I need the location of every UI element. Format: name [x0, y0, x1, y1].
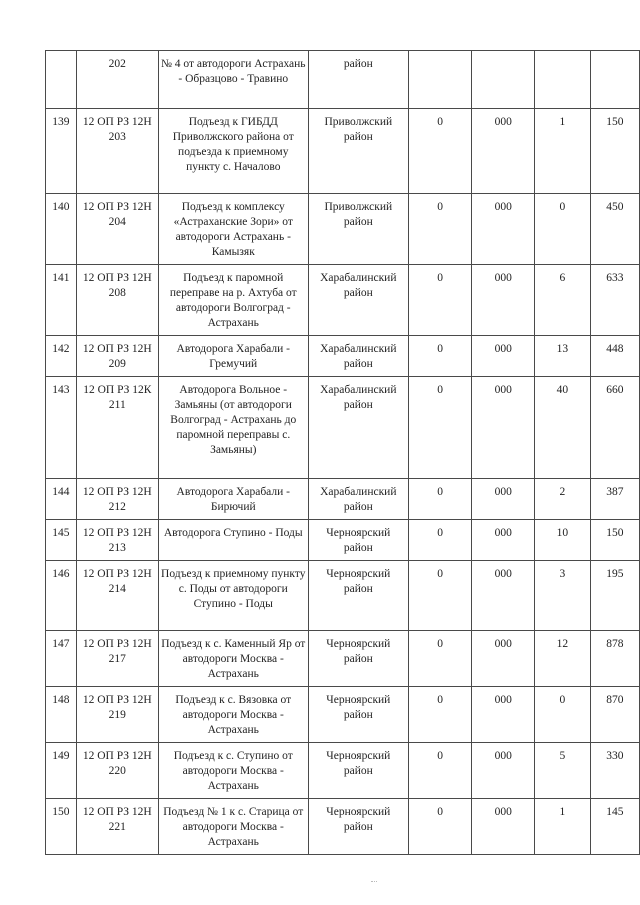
cell-road-name: № 4 от автодороги Астрахань - Образцово - Травино — [158, 51, 308, 109]
cell-value-c: 6 — [535, 265, 591, 336]
cell-number — [46, 51, 77, 109]
cell-value-c: 13 — [535, 336, 591, 377]
cell-value-c: 40 — [535, 377, 591, 479]
cell-number: 146 — [46, 561, 77, 631]
cell-value-c — [535, 51, 591, 109]
table-row — [46, 687, 640, 743]
cell-road-code: 12 ОП РЗ 12К 211 — [76, 377, 158, 479]
cell-value-a: 0 — [409, 520, 472, 561]
roads-table-body — [46, 51, 640, 855]
cell-road-code: 12 ОП РЗ 12Н 217 — [76, 631, 158, 687]
cell-road-name: Автодорога Харабали - Бирючий — [158, 479, 308, 520]
cell-district: Черноярский район — [308, 520, 408, 561]
cell-district: район — [308, 51, 408, 109]
cell-value-b: 000 — [472, 265, 535, 336]
cell-value-d: 660 — [590, 377, 639, 479]
cell-number: 139 — [46, 109, 77, 194]
cell-value-a: 0 — [409, 265, 472, 336]
cell-value-c: 1 — [535, 109, 591, 194]
cell-value-a: 0 — [409, 336, 472, 377]
cell-number: 141 — [46, 265, 77, 336]
cell-road-code: 12 ОП РЗ 12Н 219 — [76, 687, 158, 743]
cell-value-a: 0 — [409, 479, 472, 520]
cell-value-b: 000 — [472, 799, 535, 855]
table-row — [46, 520, 640, 561]
cell-value-c: 1 — [535, 799, 591, 855]
cell-value-c: 12 — [535, 631, 591, 687]
cell-value-a: 0 — [409, 109, 472, 194]
cell-road-code: 202 — [76, 51, 158, 109]
cell-number: 149 — [46, 743, 77, 799]
cell-value-a: 0 — [409, 687, 472, 743]
cell-value-b: 000 — [472, 109, 535, 194]
cell-value-b: 000 — [472, 520, 535, 561]
table-row — [46, 799, 640, 855]
cell-value-b — [472, 51, 535, 109]
table-row — [46, 109, 640, 194]
cell-value-b: 000 — [472, 743, 535, 799]
cell-number: 148 — [46, 687, 77, 743]
cell-value-a: 0 — [409, 561, 472, 631]
cell-road-name: Автодорога Вольное - Замьяны (от автодороги Волгоград - Астрахань до паромной переправы с. Замьяны) — [158, 377, 308, 479]
table-row — [46, 194, 640, 265]
table-row — [46, 561, 640, 631]
cell-road-code: 12 ОП РЗ 12Н 203 — [76, 109, 158, 194]
cell-value-d — [590, 51, 639, 109]
table-row — [46, 336, 640, 377]
cell-value-b: 000 — [472, 336, 535, 377]
cell-road-name: Подъезд к с. Каменный Яр от автодороги Москва - Астрахань — [158, 631, 308, 687]
cell-road-name: Подъезд № 1 к с. Старица от автодороги Москва - Астрахань — [158, 799, 308, 855]
cell-road-code: 12 ОП РЗ 12Н 213 — [76, 520, 158, 561]
cell-district: Приволжский район — [308, 109, 408, 194]
cell-value-d: 450 — [590, 194, 639, 265]
cell-district: Харабалинский район — [308, 377, 408, 479]
cell-number: 147 — [46, 631, 77, 687]
cell-value-a: 0 — [409, 743, 472, 799]
cell-district: Харабалинский район — [308, 336, 408, 377]
cell-district: Харабалинский район — [308, 265, 408, 336]
cell-road-name: Подъезд к с. Вязовка от автодороги Москва - Астрахань — [158, 687, 308, 743]
cell-value-d: 387 — [590, 479, 639, 520]
cell-value-a: 0 — [409, 799, 472, 855]
cell-value-d: 145 — [590, 799, 639, 855]
cell-value-d: 330 — [590, 743, 639, 799]
cell-number: 143 — [46, 377, 77, 479]
cell-value-a — [409, 51, 472, 109]
cell-number: 142 — [46, 336, 77, 377]
table-row — [46, 479, 640, 520]
cell-value-b: 000 — [472, 561, 535, 631]
cell-road-name: Автодорога Харабали - Гремучий — [158, 336, 308, 377]
cell-value-d: 870 — [590, 687, 639, 743]
cell-value-b: 000 — [472, 479, 535, 520]
cell-road-code: 12 ОП РЗ 12Н 221 — [76, 799, 158, 855]
cell-road-code: 12 ОП РЗ 12Н 220 — [76, 743, 158, 799]
cell-road-code: 12 ОП РЗ 12Н 204 — [76, 194, 158, 265]
cell-number: 140 — [46, 194, 77, 265]
cell-road-code: 12 ОП РЗ 12Н 214 — [76, 561, 158, 631]
cell-number: 150 — [46, 799, 77, 855]
table-row — [46, 631, 640, 687]
cell-value-d: 448 — [590, 336, 639, 377]
cell-road-name: Подъезд к ГИБДД Приволжского района от подъезда к приемному пункту с. Началово — [158, 109, 308, 194]
cell-district: Черноярский район — [308, 631, 408, 687]
cell-road-name: Подъезд к приемному пункту с. Поды от автодороги Ступино - Поды — [158, 561, 308, 631]
cell-value-c: 5 — [535, 743, 591, 799]
cell-road-name: Автодорога Ступино - Поды — [158, 520, 308, 561]
cell-district: Черноярский район — [308, 687, 408, 743]
cell-road-code: 12 ОП РЗ 12Н 212 — [76, 479, 158, 520]
cell-value-c: 3 — [535, 561, 591, 631]
cell-value-b: 000 — [472, 687, 535, 743]
cell-district: Черноярский район — [308, 799, 408, 855]
table-row — [46, 51, 640, 109]
table-row — [46, 743, 640, 799]
cell-value-c: 0 — [535, 194, 591, 265]
cell-number: 144 — [46, 479, 77, 520]
cell-value-c: 0 — [535, 687, 591, 743]
cell-value-c: 10 — [535, 520, 591, 561]
cell-value-d: 195 — [590, 561, 639, 631]
cell-value-b: 000 — [472, 631, 535, 687]
cell-road-code: 12 ОП РЗ 12Н 209 — [76, 336, 158, 377]
cell-value-b: 000 — [472, 377, 535, 479]
cell-district: Черноярский район — [308, 561, 408, 631]
cell-value-b: 000 — [472, 194, 535, 265]
cell-value-c: 2 — [535, 479, 591, 520]
cell-value-a: 0 — [409, 377, 472, 479]
table-row — [46, 265, 640, 336]
cell-road-name: Подъезд к комплексу «Астраханские Зори» от автодороги Астрахань - Камызяк — [158, 194, 308, 265]
cell-value-d: 150 — [590, 109, 639, 194]
cell-value-d: 633 — [590, 265, 639, 336]
cell-district: Харабалинский район — [308, 479, 408, 520]
cell-value-d: 878 — [590, 631, 639, 687]
cell-number: 145 — [46, 520, 77, 561]
cell-value-a: 0 — [409, 194, 472, 265]
cell-road-name: Подъезд к с. Ступино от автодороги Москва - Астрахань — [158, 743, 308, 799]
cell-district: Приволжский район — [308, 194, 408, 265]
cell-district: Черноярский район — [308, 743, 408, 799]
cell-value-d: 150 — [590, 520, 639, 561]
scan-mark — [371, 878, 377, 882]
table-row — [46, 377, 640, 479]
cell-value-a: 0 — [409, 631, 472, 687]
roads-table — [45, 50, 640, 855]
cell-road-name: Подъезд к паромной переправе на р. Ахтуба от автодороги Волгоград - Астрахань — [158, 265, 308, 336]
cell-road-code: 12 ОП РЗ 12Н 208 — [76, 265, 158, 336]
